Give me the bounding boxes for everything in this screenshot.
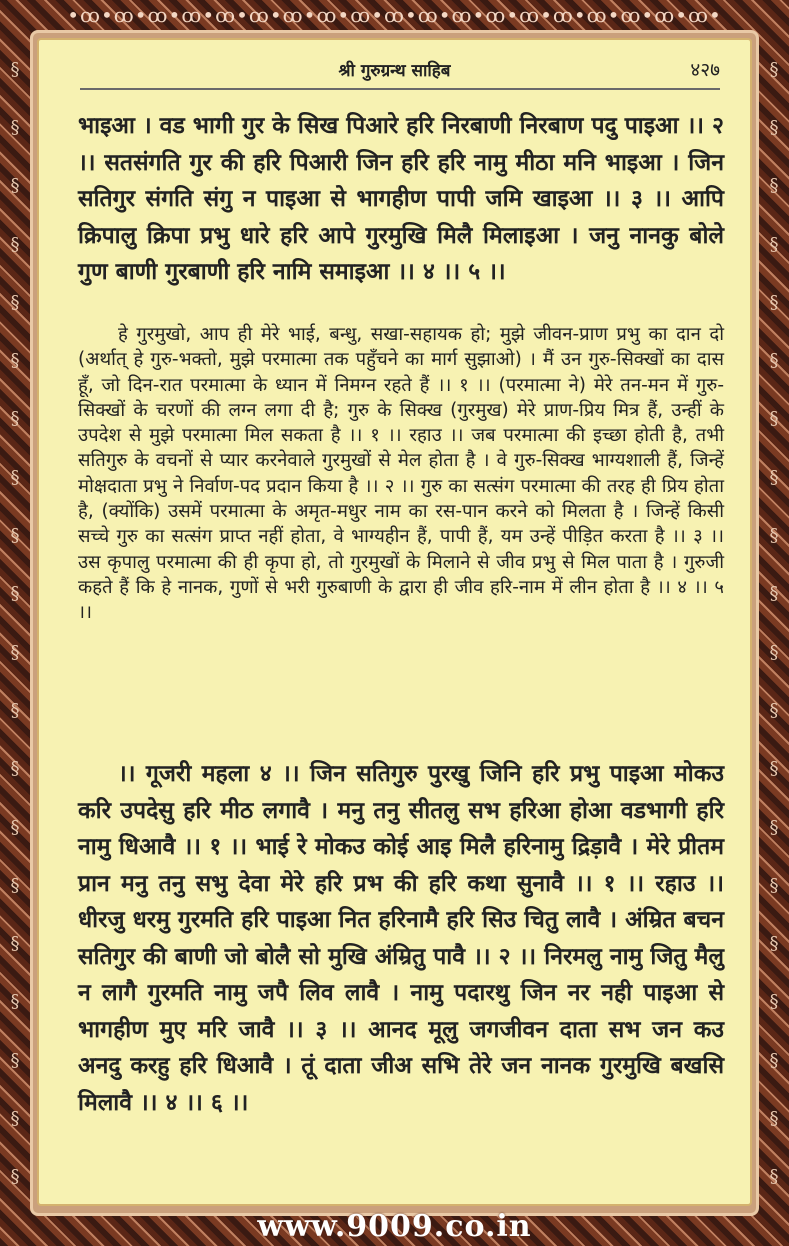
meaning-block-1: हे गुरमुखो, आप ही मेरे भाई, बन्धु, सखा-सहायक हो; मुझे जीवन-प्राण प्रभु का दान दो (अर्थात् हे गुरु-भक्तो, मुझे परमात्मा तक पहुँचने का मार्ग सुझाओ) । मैं उन गुरु-सिक्खों का दास हूँ, जो दिन-रात परमात्मा के ध्यान में निमग्न रहते हैं ।। १ ।। (परमात्मा ने) मेरे तन-मन में गुरु-सिक्खों के चरणों की लग्न लगा दी है; गुरु के सिक्ख (गुरमुख) मेरे प्राण-प्रिय मित्र हैं, उन्हीं के उपदेश से मुझे परमात्मा मिल सकता है ।। १ ।। रहाउ ।। जब परमात्मा की इच्छा होती है, तभी सतिगुरु के वचनों से प्यार करनेवाले गुरमुखों से मेल होता है । वे गुरु-सिक्ख भाग्यशाली हैं, जिन्हें मोक्षदाता प्रभु ने निर्वाण-पद प्रदान किया है ।। २ ।। गुरु का सत्संग परमात्मा की तरह ही प्रिय होता है, (क्योंकि) उसमें परमात्मा के अमृत-मधुर नाम का रस-पान करने को मिलता है । जिन्हें किसी सच्चे गुरु का सत्संग प्राप्त नहीं होता, वे भाग्यहीन हैं, पापी हैं, यम उन्हें पीड़ित करता है ।। ३ ।। उस कृपालु परमात्मा की ही कृपा हो, तो गुरमुखों के मिलाने से जीव प्रभु से मिल पाता है । गुरुजी कहते हैं कि हे नानक, गुणों से भरी गुरुबाणी के द्वारा ही जीव हरि-नाम में लीन होता है ।। ४ ।। ५ ।।	[78, 324, 724, 624]
page-number: ४२७	[690, 59, 720, 81]
right-ornament: § § § § § § § § § § § § § § § § § § § §	[769, 58, 779, 1188]
top-ornament: •ꝏ•ꝏ•ꝏ•ꝏ•ꝏ•ꝏ•ꝏ•ꝏ•ꝏ•ꝏ•ꝏ•ꝏ•ꝏ•ꝏ•ꝏ•ꝏ•ꝏ•ꝏ•ꝏ•	[67, 3, 722, 27]
left-ornament: § § § § § § § § § § § § § § § § § § § §	[10, 58, 20, 1188]
page-title: श्री गुरुग्रन्थ साहिब	[338, 61, 451, 81]
header-divider	[80, 88, 720, 90]
verse-block-1: भाइआ । वड भागी गुर के सिख पिआरे हरि निरबाणी निरबाण पदु पाइआ ।। २ ।। सतसंगति गुर की हरि पिआरी जिन हरि हरि नामु मीठा मनि भाइआ । जिन सतिगुर संगति संगु न पाइआ से भागहीण पापी जमि खाइआ ।। ३ ।। आपि क्रिपालु क्रिपा प्रभु धारे हरि आपे गुरमुखि मिलै मिलाइआ । जनु नानकु बोले गुण बाणी गुरबाणी हरि नामि समाइआ ।। ४ ।। ५ ।।	[78, 113, 724, 285]
website-watermark: www.9009.co.in	[257, 1208, 532, 1244]
page-header	[37, 58, 752, 88]
verse-block-2: ।। गूजरी महला ४ ।। जिन सतिगुरु पुरखु जिनि हरि प्रभु पाइआ मोकउ करि उपदेसु हरि मीठ लगावै । मनु तनु सीतलु सभ हरिआ होआ वडभागी हरि नामु धिआवै ।। १ ।। भाई रे मोकउ कोई आइ मिलै हरिनामु द्रिड़ावै । मेरे प्रीतम प्रान मनु तनु सभु देवा मेरे हरि प्रभ की हरि कथा सुनावै ।। १ ।। रहाउ ।। धीरजु धरमु गुरमति हरि पाइआ नित हरिनामै हरि सिउ चितु लावै । अंम्रित बचन सतिगुर की बाणी जो बोलै सो मुखि अंम्रितु पावै ।। २ ।। निरमलु नामु जितु मैलु न लागै गुरमति नामु जपै लिव लावै । नामु पदारथु जिन नर नही पाइआ से भागहीण मुए मरि जावै ।। ३ ।। आनद मूलु जगजीवन दाता सभ जन कउ अनदु करहु हरि धिआवै । तूं दाता जीअ सभि तेरे जन नानक गुरमुखि बखसि मिलावै ।। ४ ।। ६ ।।	[78, 761, 724, 1116]
